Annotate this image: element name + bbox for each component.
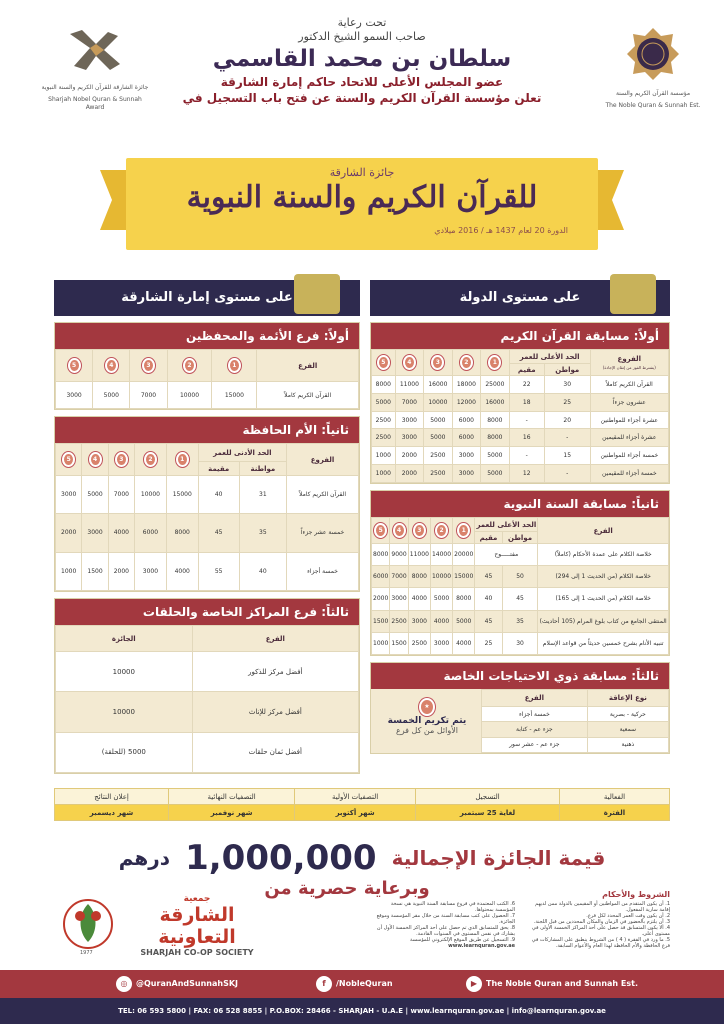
table-row: خلاصة الكلام على عمدة الأحكام (كاملاً) مفتـــــوح 20000 14000 11000 9000 8000 [372, 544, 669, 566]
special-needs-award [375, 693, 479, 735]
medal-1-icon: 1 [457, 523, 470, 538]
table-row: أفضل مركز للذكور 10000 [56, 652, 359, 692]
mother-section [54, 416, 360, 592]
total-label: قيمة الجائزة الإجمالية [391, 846, 606, 870]
sharjah-coop-logo [60, 890, 270, 972]
medal-5-icon: 5 [56, 350, 93, 382]
schedule-row-events: الفعالية التسجيل التصفيات الأولية التصفيات النهائية إعلان النتائج [55, 789, 670, 805]
quran-section-title: أولاً: مسابقة القرآن الكريم [371, 323, 669, 349]
state-level-title: على مستوى الدولة [459, 290, 581, 305]
medal-1-icon: 1 [176, 452, 189, 467]
imams-section-title: أولاً: فرع الأئمة والمحفظين [55, 323, 359, 349]
schedule-table [54, 788, 670, 821]
table-row: القرآن الكريم كاملاً 30 22 25000 18000 16000 11000 8000 [372, 376, 669, 394]
quran-table: الفروع (يشترط الفوز من إتقان الإجادة) الحد الأعلى للعمر 1 2 3 4 5 مواطن مقيم القرآن الكريم كاملاً 30 22 25000 18000 16000 11000 8000 عشرون جزءاً 25 18 16000 12000 10000 7000 5000 عشرة أجزاء للمواطنين 20 - 8000 6000 5000 3000 2500 عشرة أجزاء للمقيمين - 16 8000 6000 5000 3000 2500 خمسة أجزاء للمواطنين 15 - 5000 3000 2500 2000 1000 خمسة أجزاء للمقيمين - 12 5000 3000 2500 2000 1000 [371, 349, 669, 483]
banner-session: الدورة 20 لعام 1437 هـ / 2016 ميلادي [434, 226, 568, 235]
table-row: عشرة أجزاء للمقيمين - 16 8000 6000 5000 3000 2500 [372, 429, 669, 447]
special-needs-title: ثالثاً: مسابقة ذوي الاحتياجات الخاصة [371, 663, 669, 689]
coop-year: 1977 [80, 950, 93, 956]
youtube-link[interactable]: ▶ The Noble Quran and Sunnah Est. [462, 970, 638, 998]
banner-small-title: جائزة الشارقة [329, 166, 395, 179]
award-logo-caption: جائزة الشارقة للقرآن الكريم والسنة النبوية [41, 84, 149, 91]
mother-section-title: ثانياً: الأم الحافظة [55, 417, 359, 443]
award-emblem-icon [60, 26, 130, 76]
schedule-row-periods: الفترة لغاية 25 سبتمبر شهر أكتوبر شهر نوفمبر شهر ديسمبر [55, 805, 670, 821]
table-row: خمسة أجزاء للمقيمين - 12 5000 3000 2500 2000 1000 [372, 465, 669, 483]
coop-name: الشارقة التعاونية [158, 904, 236, 948]
terms-col-2: 6. الكتب المعتمدة في فروع مسابقة السنة النبوية هي نسخة المؤسسة بمحتواها. 7. الحصول على كتب مسابقة السنة من خلال مقر المؤسسة وموقع الجائزة. 8. يحق للمتسابق الذي تم حصل على أحد المراكز الخمسة الأول أن يشارك في نفس المستوى في السنوات القادمة. 9. التسجيل عن طريق الموقع الإلكتروني للمؤسسة www.learnquran.gov.ae [376, 901, 515, 949]
table-row: خلاصة الكلام (من الحديث 1 إلى 165) 45 40 8000 5000 4000 3000 2000 [372, 588, 669, 610]
medal-3-icon: 3 [115, 452, 128, 467]
sunnah-section-title: ثانياً: مسابقة السنة النبوية [371, 491, 669, 517]
social-bar [0, 970, 724, 998]
medal-1-icon: 1 [488, 355, 501, 370]
total-currency: درهم [118, 846, 171, 870]
state-level-header [370, 280, 670, 316]
table-row: ذهنية جزء عم - عشر سور [482, 737, 669, 752]
medal-2-icon: 2 [435, 523, 448, 538]
terms-col-1: 1. أن يكون المتقدم من المواطنين أو المقيمين بالدولة ممن لديهم إقامة سارية المفعول. 2. أن يكون وقت العمر المحدد لكل فرع. 3. أن يلتزم بالحضور في الزمان والمكان المحددين من قبل اللجنة. 4. ألا يكون المتسابق قد حصل على أحد المراكز الخمسة الأولى في مستوى أعلى. 5. ما ورد في الفقرة ( 4 ) من الشروط ينطبق على المشاركات في فرع الحافظة والأم الحافظة لهذا العام والأعوام السابقة. [531, 901, 670, 949]
patron-name: سلطان بن محمد القاسمي [212, 46, 512, 72]
medal-1-icon: 1 [212, 350, 257, 382]
table-row: القرآن الكريم كاملاً 15000 10000 7000 5000 3000 [56, 382, 359, 409]
medal-3-icon: 3 [413, 523, 426, 538]
est-logo-caption-en: The Noble Quran & Sunnah Est. [605, 102, 701, 109]
award-title: يتم تكريم الخمسة [387, 716, 467, 726]
special-needs-section [370, 662, 670, 754]
facebook-icon: f [316, 976, 332, 992]
centers-section-title: ثالثاً: فرع المراكز الخاصة والحلقات [55, 599, 359, 625]
header [160, 16, 564, 106]
table-row: تنبيه الأنام بشرح خمسين حديثاً من قواعد الإسلام 30 25 4000 3000 2500 1500 1000 [372, 632, 669, 654]
est-logo-caption: مؤسسة القرآن الكريم والسنة [615, 90, 691, 97]
table-row: أفضل ثمان حلقات 5000 (للحلقة) [56, 732, 359, 772]
table-row: خمسة أجزاء 40 55 4000 3000 2000 1500 1000 [56, 552, 359, 590]
coop-name-en: SHARJAH CO-OP SOCIETY [140, 948, 254, 957]
sharjah-level-header [54, 280, 360, 316]
mother-table: الفروع الحد الأدنى للعمر 1 2 3 4 5 مواطنة مقيمة القرآن الكريم كاملاً 31 40 15000 10000 7000 5000 3000 خمسة عشر جزءاً 35 45 8000 6000 4000 3000 2000 خمسة أجزاء 40 55 4000 3000 2000 1500 1000 [55, 443, 359, 591]
medal-5-icon: 5 [62, 452, 75, 467]
patronage-line: تحت رعاية [337, 16, 387, 29]
sunnah-competition-section [370, 490, 670, 656]
award-medal-icon: ★ [419, 698, 435, 716]
banner-main-title: للقرآن الكريم والسنة النبوية [186, 180, 538, 215]
centers-table: الفرع الجائزة أفضل مركز للذكور 10000 أفضل مركز للإناث 10000 أفضل ثمان حلقات 5000 (للحلقة) [55, 625, 359, 773]
state-level-column [370, 280, 670, 754]
table-row: حركية - بصرية خمسة أجزاء [482, 706, 669, 721]
terms-title: الشروط والأحكام [602, 890, 670, 899]
quran-competition-section [370, 322, 670, 484]
sharjah-map-icon [294, 274, 340, 314]
est-emblem-icon [625, 26, 681, 82]
instagram-link[interactable]: ◎ @QuranAndSunnahSKJ [112, 970, 238, 998]
sharjah-level-title: على مستوى إمارة الشارقة [121, 290, 293, 305]
sharjah-level-column [54, 280, 360, 774]
sunnah-table: الفرع الحد الأعلى للعمر 1 2 3 4 5 مواطن مقيم خلاصة الكلام على عمدة الأحكام (كاملاً) مفتـــــوح 20000 14000 11000 9000 8000 خلاصة الكلام (من الحديث 1 إلى 294) 50 45 15000 10000 8000 7000 6000 خلاصة الكلام (من الحديث 1 إلى 165) 45 40 8000 5000 4000 3000 2000 المنتقى الجامع من كتاب بلوغ المرام (105 أحاديث) 35 45 5000 4000 3000 2500 1500 تنبيه الأنام بشرح خمسين حديثاً من قواعد الإسلام 30 25 4000 3000 2500 1500 1000 [371, 517, 669, 655]
medal-2-icon: 2 [144, 452, 157, 467]
quran-sunnah-est-logo [598, 26, 708, 110]
medal-4-icon: 4 [403, 355, 416, 370]
special-needs-table: نوع الإعاقة الفرع حركية - بصرية خمسة أجزاء سمعية جزء عم - كتابة ذهنية جزء عم - عشر سور [481, 689, 669, 753]
medal-4-icon: 4 [89, 452, 102, 467]
imams-section [54, 322, 360, 410]
table-row: أفضل مركز للإناث 10000 [56, 692, 359, 732]
medal-4-icon: 4 [393, 523, 406, 538]
table-row: عشرة أجزاء للمواطنين 20 - 8000 6000 5000 3000 2500 [372, 411, 669, 429]
coop-name-block [124, 894, 270, 957]
table-row: المنتقى الجامع من كتاب بلوغ المرام (105 أحاديث) 35 45 5000 4000 3000 2500 1500 [372, 610, 669, 632]
facebook-link[interactable]: f /NobleQuran [312, 970, 393, 998]
medal-2-icon: 2 [460, 355, 473, 370]
terms-conditions [370, 892, 670, 949]
award-logo-caption-en: Sharjah Nobel Quran & Sunnah Award [48, 96, 142, 111]
instagram-icon: ◎ [116, 976, 132, 992]
contact-footer: TEL: 06 593 5800 | FAX: 06 528 8855 | P.O.BOX: 28466 - SHARJAH - U.A.E | www.learnquran.gov.ae | info@learnquran.gov.ae [0, 998, 724, 1024]
centers-section [54, 598, 360, 774]
medal-4-icon: 4 [93, 350, 130, 382]
medal-5-icon: 5 [377, 355, 390, 370]
table-row: خمسة عشر جزءاً 35 45 8000 6000 4000 3000 2000 [56, 514, 359, 552]
medal-5-icon: 5 [374, 523, 387, 538]
medal-3-icon: 3 [431, 355, 444, 370]
patron-position: عضو المجلس الأعلى للاتحاد حاكم إمارة الشارقة [220, 75, 504, 89]
sponsor-label: وبرعاية حصرية من [264, 878, 430, 899]
sharjah-award-logo [40, 26, 150, 112]
medal-2-icon: 2 [167, 350, 212, 382]
title-line: صاحب السمو الشيخ الدكتور [298, 30, 426, 43]
table-row: عشرون جزءاً 25 18 16000 12000 10000 7000 5000 [372, 393, 669, 411]
youtube-icon: ▶ [466, 976, 482, 992]
imams-table [55, 349, 359, 409]
uae-map-icon [610, 274, 656, 314]
col-branch: الفرع [257, 350, 359, 382]
coop-name-top: جمعية [183, 894, 211, 904]
total-amount: 1,000,000 [185, 838, 377, 878]
table-row: خمسة أجزاء للمواطنين 15 - 5000 3000 2500 2000 1000 [372, 447, 669, 465]
award-banner [126, 158, 598, 250]
announcement-line: تعلن مؤسسة القرآن الكريم والسنة عن فتح باب التسجيل في [182, 91, 542, 105]
table-row: خلاصة الكلام (من الحديث 1 إلى 294) 50 45 15000 10000 8000 7000 6000 [372, 566, 669, 588]
award-subtitle: الأوائل من كل فرع [395, 726, 459, 735]
medal-3-icon: 3 [130, 350, 167, 382]
table-row: سمعية جزء عم - كتابة [482, 722, 669, 737]
table-row: القرآن الكريم كاملاً 31 40 15000 10000 7000 5000 3000 [56, 476, 359, 514]
